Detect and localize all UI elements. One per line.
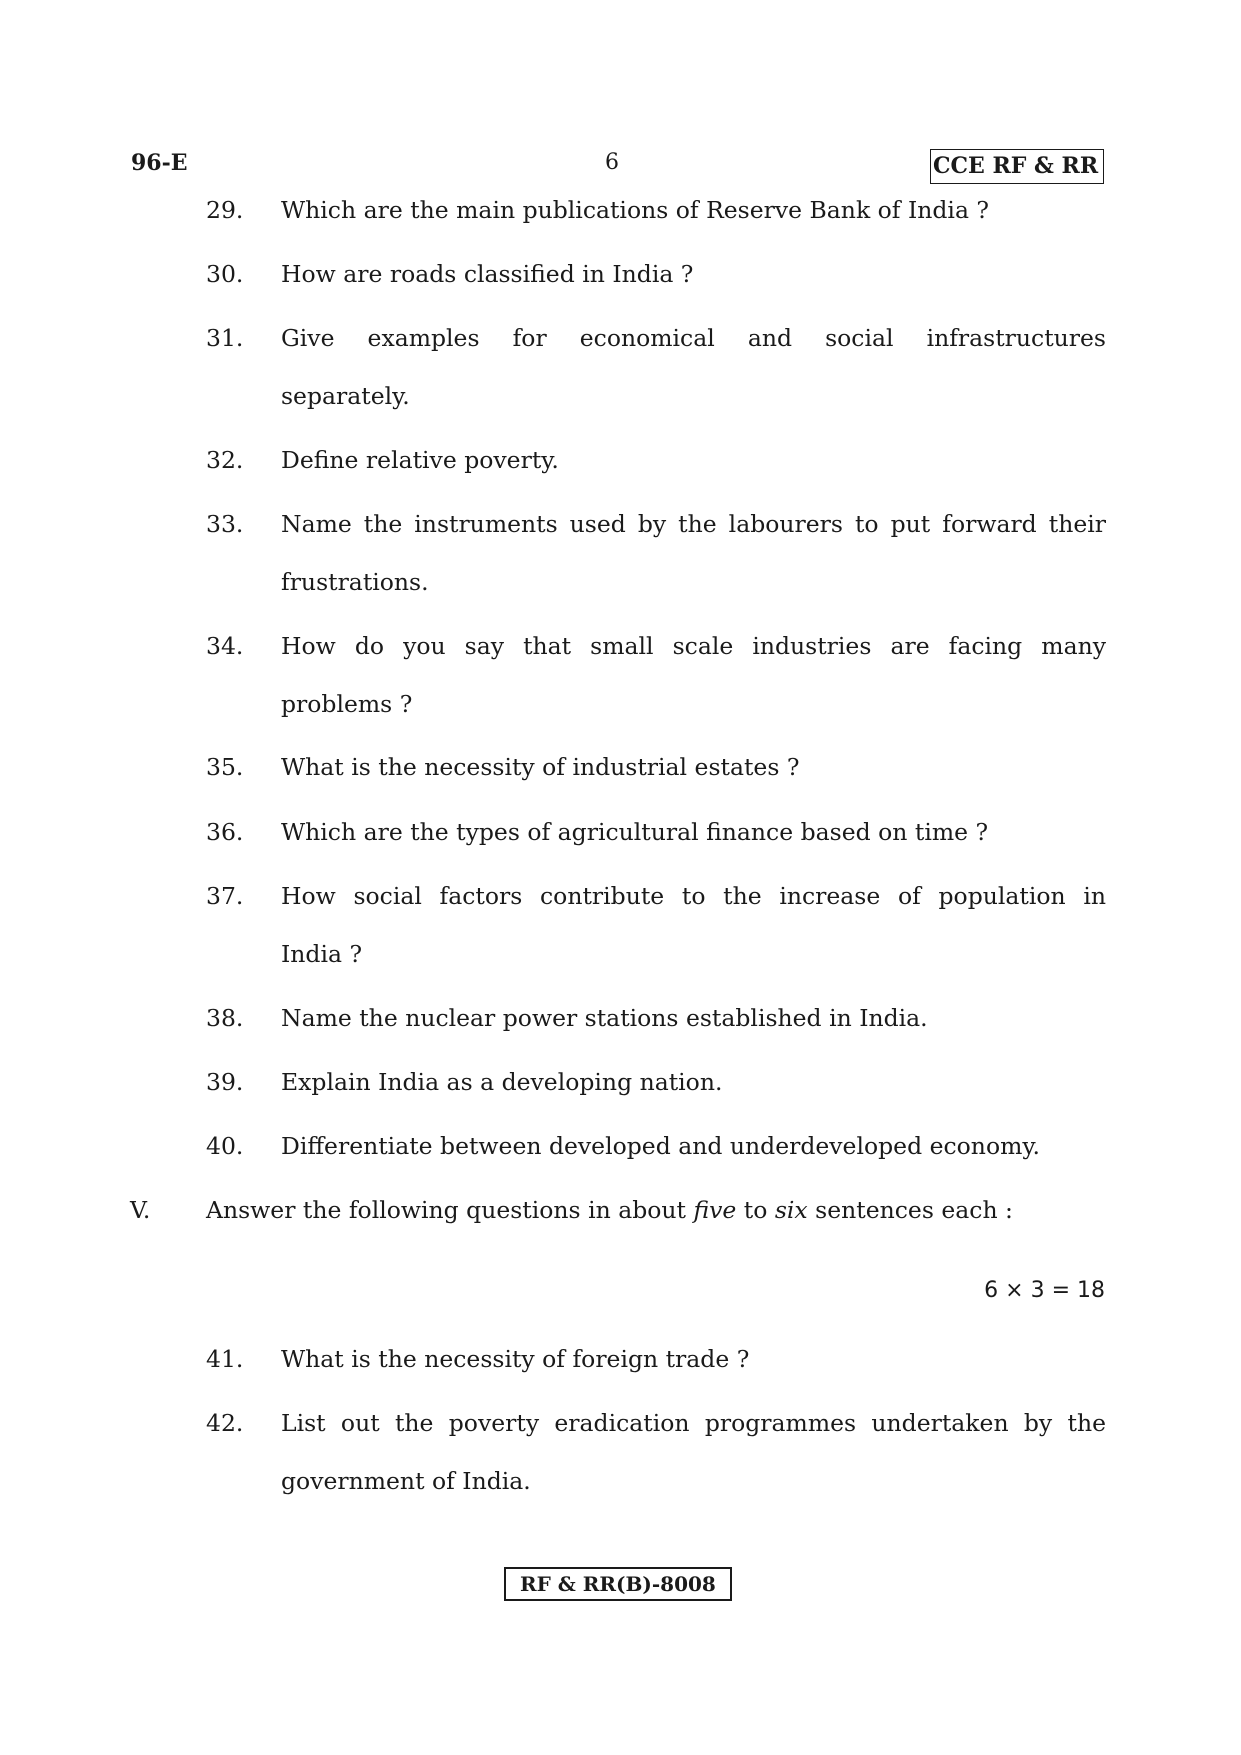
section-instruction: Answer the following questions in about five to six sentences each : (206, 1196, 1013, 1224)
exam-label-box: CCE RF & RR (930, 149, 1104, 184)
question-text-line-1: How do you say that small scale industries are facing many (281, 632, 1106, 660)
page-number: 6 (605, 150, 619, 175)
section-numeral: V. (130, 1196, 151, 1224)
question-text-line-2: separately. (281, 382, 410, 410)
question-text-line-2: India ? (281, 940, 363, 968)
question-text: Which are the types of agricultural finance based on time ? (281, 818, 989, 846)
question-text-line-1: List out the poverty eradication programmes undertaken by the (281, 1409, 1106, 1437)
question-number: 38. (206, 1004, 244, 1032)
question-text: Name the nuclear power stations established in India. (281, 1004, 928, 1032)
question-number: 32. (206, 446, 244, 474)
question-number: 39. (206, 1068, 244, 1096)
question-number: 40. (206, 1132, 244, 1160)
question-text: Which are the main publications of Reserve Bank of India ? (281, 196, 990, 224)
question-text-line-1: How social factors contribute to the increase of population in (281, 882, 1106, 910)
question-text-line-2: problems ? (281, 690, 413, 718)
question-text: Differentiate between developed and underdeveloped economy. (281, 1132, 1040, 1160)
section-marks: 6 × 3 = 18 (984, 1278, 1105, 1303)
question-number: 34. (206, 632, 244, 660)
question-number: 29. (206, 196, 244, 224)
question-number: 36. (206, 818, 244, 846)
question-text-line-1: Name the instruments used by the labourers to put forward their (281, 510, 1106, 538)
footer-code-box: RF & RR(B)-8008 (504, 1567, 732, 1601)
paper-code: 96-E (131, 150, 188, 176)
question-number: 33. (206, 510, 244, 538)
question-text-line-2: government of India. (281, 1467, 531, 1495)
question-number: 30. (206, 260, 244, 288)
question-text-line-2: frustrations. (281, 568, 429, 596)
question-text: Define relative poverty. (281, 446, 559, 474)
question-number: 42. (206, 1409, 244, 1437)
question-text: What is the necessity of industrial estates ? (281, 753, 800, 781)
question-number: 35. (206, 753, 244, 781)
question-number: 31. (206, 324, 244, 352)
question-number: 41. (206, 1345, 244, 1373)
question-text: Explain India as a developing nation. (281, 1068, 723, 1096)
question-number: 37. (206, 882, 244, 910)
question-text: What is the necessity of foreign trade ? (281, 1345, 750, 1373)
question-text: How are roads classified in India ? (281, 260, 694, 288)
question-text-line-1: Give examples for economical and social infrastructures (281, 324, 1106, 352)
